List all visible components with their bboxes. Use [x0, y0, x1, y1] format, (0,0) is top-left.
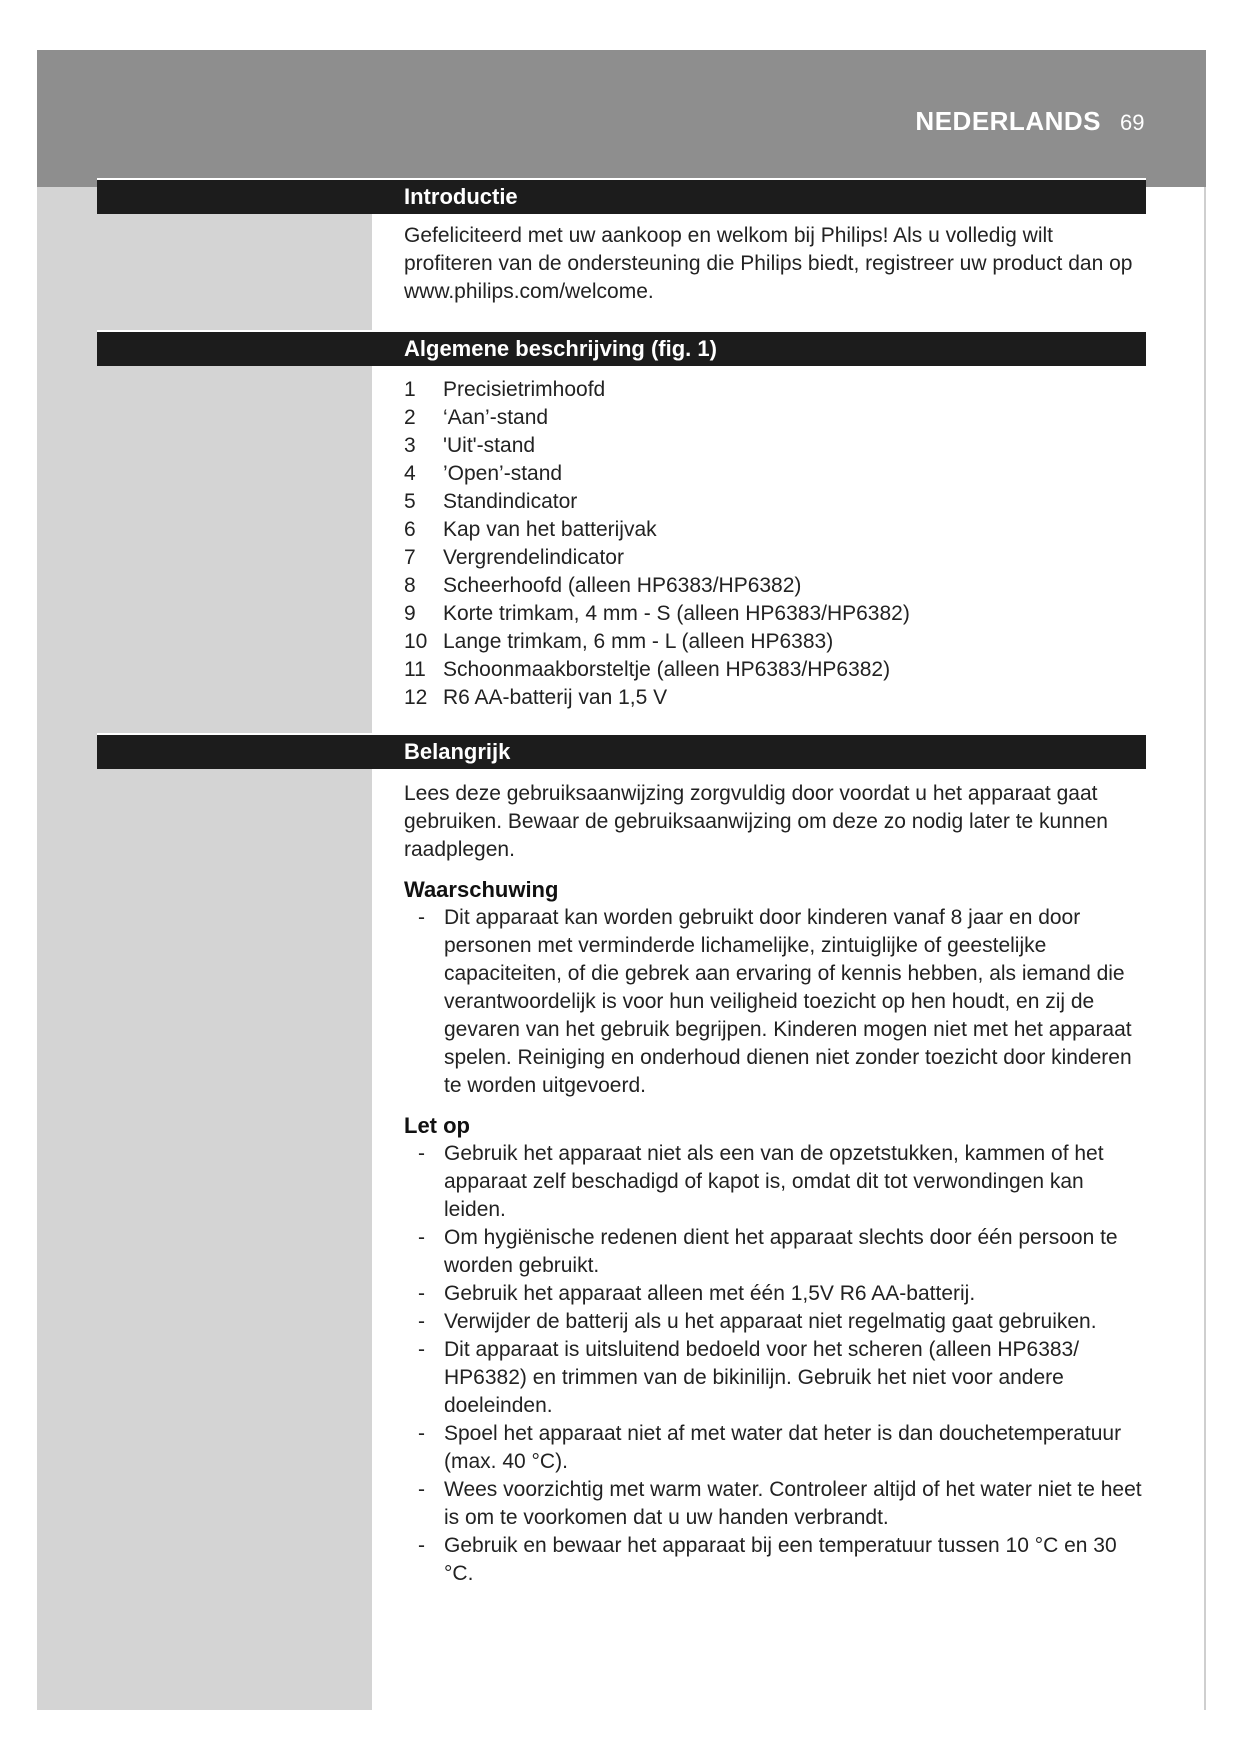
- item-label: Vergrendelindicator: [443, 546, 624, 569]
- caution-text: Wees voorzichtig met warm water. Controleer altijd of het water niet te heet is om te voorkomen dat u uw handen verbrandt.: [444, 1478, 1142, 1529]
- item-number: 1: [404, 378, 416, 401]
- list-item: [404, 684, 1144, 712]
- list-item: - Dit apparaat kan worden gebruikt door kinderen vanaf 8 jaar en door personen met verminderde lichamelijke, zintuiglijke of geestelijke capaciteiten, of die gebrek aan ervaring of kennis hebben, als iemand die verantwoordelijk is voor hun veiligheid toezicht op hen houdt, en zij de gevaren van het gebruik begrijpen. Kinderen mogen niet met het apparaat spelen. Reiniging en onderhoud dienen niet zonder toezicht door kinderen te worden uitgevoerd.: [418, 906, 1132, 1097]
- item-label: ’Open’-stand: [443, 462, 563, 485]
- item-number: 12: [404, 686, 428, 709]
- caution-text: Gebruik en bewaar het apparaat bij een temperatuur tussen 10 °C en 30 °C.: [444, 1534, 1117, 1585]
- item-label: Standindicator: [443, 490, 578, 513]
- list-item: [404, 432, 1144, 460]
- item-label: Precisietrimhoofd: [443, 378, 606, 401]
- caution-text: Gebruik het apparaat alleen met één 1,5V R6 AA-batterij.: [444, 1282, 976, 1305]
- item-label: ‘Aan’-stand: [443, 406, 549, 429]
- left-margin-column: [37, 187, 372, 1710]
- list-item: - Gebruik en bewaar het apparaat bij een temperatuur tussen 10 °C en 30 °C.: [418, 1534, 1117, 1585]
- caution-text: Verwijder de batterij als u het apparaat niet regelmatig gaat gebruiken.: [444, 1310, 1097, 1333]
- list-item: [404, 516, 1144, 544]
- item-label: Scheerhoofd (alleen HP6383/HP6382): [443, 574, 802, 597]
- list-item: [404, 404, 1144, 432]
- warning-text: Dit apparaat kan worden gebruikt door kinderen vanaf 8 jaar en door personen met verminderde lichamelijke, zintuiglijke of geestelijke capaciteiten, of die gebrek aan ervaring of kennis hebben, als iemand die verantwoordelijk is voor hun veiligheid toezicht op hen houdt, en zij de gevaren van het gebruik begrijpen. Kinderen mogen niet met het apparaat spelen. Reiniging en onderhoud dienen niet zonder toezicht door kinderen te worden uitgevoerd.: [444, 906, 1132, 1097]
- list-item: [404, 628, 1144, 656]
- item-number: 9: [404, 602, 416, 625]
- caution-text: Spoel het apparaat niet af met water dat heter is dan douchetemperatuur (max. 40 °C).: [444, 1422, 1122, 1473]
- item-number: 4: [404, 462, 416, 485]
- section-bar-algemene-beschrijving: [97, 330, 1146, 366]
- item-number: 7: [404, 546, 416, 569]
- list-item: - Wees voorzichtig met warm water. Controleer altijd of het water niet te heet is om te voorkomen dat u uw handen verbrandt.: [418, 1478, 1142, 1529]
- belangrijk-intro: Lees deze gebruiksaanwijzing zorgvuldig door voordat u het apparaat gaat gebruiken. Bewaar de gebruiksaanwijzing om deze zo nodig later te kunnen raadplegen.: [404, 782, 1108, 861]
- list-item: [404, 376, 1144, 404]
- introductie-text: Gefeliciteerd met uw aankoop en welkom bij Philips! Als u volledig wilt profiteren van de ondersteuning die Philips biedt, registreer uw product dan op www.philips.com/welcome.: [404, 224, 1133, 303]
- algemene-beschrijving-list: [404, 376, 1144, 712]
- list-item: [404, 544, 1144, 572]
- let-op-heading: Let op: [404, 1113, 470, 1138]
- item-label: R6 AA-batterij van 1,5 V: [443, 686, 668, 709]
- caution-text: Om hygiënische redenen dient het apparaat slechts door één persoon te worden gebruikt.: [444, 1226, 1118, 1277]
- item-label: Lange trimkam, 6 mm - L (alleen HP6383): [443, 630, 834, 653]
- item-number: 11: [404, 658, 426, 681]
- item-number: 5: [404, 490, 416, 513]
- list-item: [404, 572, 1144, 600]
- caution-text: Gebruik het apparaat niet als een van de opzetstukken, kammen of het apparaat zelf beschadigd of kapot is, omdat dit tot verwondingen kan leiden.: [444, 1142, 1104, 1221]
- item-number: 2: [404, 406, 416, 429]
- belangrijk-body: [404, 780, 1144, 1588]
- list-item: - Verwijder de batterij als u het apparaat niet regelmatig gaat gebruiken.: [418, 1310, 1097, 1333]
- right-edge-rule: [1204, 187, 1206, 1710]
- list-item: - Gebruik het apparaat alleen met één 1,5V R6 AA-batterij.: [418, 1282, 976, 1305]
- item-label: 'Uit'-stand: [443, 434, 536, 457]
- waarschuwing-heading: Waarschuwing: [404, 877, 559, 902]
- section-title: Algemene beschrijving (fig. 1): [404, 336, 717, 361]
- list-item: [404, 460, 1144, 488]
- item-number: 3: [404, 434, 416, 457]
- item-number: 8: [404, 574, 416, 597]
- section-title: Introductie: [404, 184, 518, 209]
- section-bar-introductie: [97, 178, 1146, 214]
- list-item: - Om hygiënische redenen dient het apparaat slechts door één persoon te worden gebruikt.: [418, 1226, 1118, 1277]
- list-item: - Spoel het apparaat niet af met water dat heter is dan douchetemperatuur (max. 40 °C).: [418, 1422, 1122, 1473]
- section-title: Belangrijk: [404, 739, 511, 764]
- header-language: NEDERLANDS: [915, 106, 1101, 136]
- item-label: Korte trimkam, 4 mm - S (alleen HP6383/HP6382): [443, 602, 910, 625]
- list-item: [404, 600, 1144, 628]
- list-item: - Gebruik het apparaat niet als een van de opzetstukken, kammen of het apparaat zelf beschadigd of kapot is, omdat dit tot verwondingen kan leiden.: [418, 1142, 1104, 1221]
- list-item: [404, 488, 1144, 516]
- item-number: 6: [404, 518, 416, 541]
- page-number: 69: [1120, 110, 1145, 135]
- item-label: Schoonmaakborsteltje (alleen HP6383/HP6382): [443, 658, 891, 681]
- list-item: - Dit apparaat is uitsluitend bedoeld voor het scheren (alleen HP6383/ HP6382) en trimmen van de bikinilijn. Gebruik het niet voor andere doeleinden.: [418, 1338, 1080, 1417]
- introductie-body: [404, 222, 1144, 306]
- list-item: [404, 656, 1144, 684]
- section-bar-belangrijk: [97, 733, 1146, 769]
- item-number: 10: [404, 630, 428, 653]
- caution-text: Dit apparaat is uitsluitend bedoeld voor het scheren (alleen HP6383/ HP6382) en trimmen van de bikinilijn. Gebruik het niet voor andere doeleinden.: [444, 1338, 1080, 1417]
- item-label: Kap van het batterijvak: [443, 518, 657, 541]
